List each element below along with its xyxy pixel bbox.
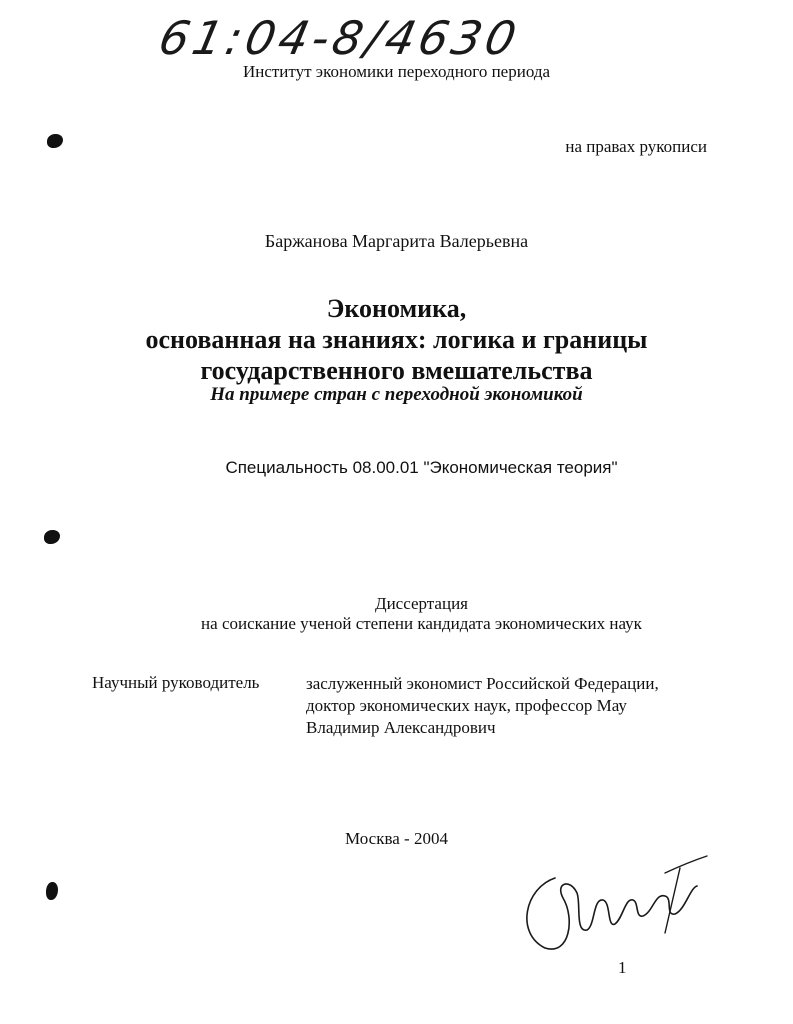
punch-hole-mark [46,882,58,900]
page-number: 1 [618,958,627,977]
supervisor-line-2: доктор экономических наук, профессор Мау [306,696,627,715]
title-line-2: основанная на знаниях: логика и границы [145,325,648,354]
dissertation-subtitle: На примере стран с переходной экономикой [210,384,583,405]
punch-hole-mark [44,530,60,544]
title-line-1: Экономика, [326,294,467,323]
city-year: Москва - 2004 [345,829,448,848]
supervisor-label: Научный руководитель [92,673,260,692]
degree-description: на соискание ученой степени кандидата экономических наук [201,614,642,633]
author-name: Баржанова Маргарита Валерьевна [264,231,529,251]
dissertation-title [0,293,793,386]
dissertation-label: Диссертация [374,594,468,613]
punch-hole-mark [47,134,63,148]
supervisor-line-3: Владимир Александрович [306,718,496,737]
archive-stamp-number: 61:04-8/4630 [154,11,525,65]
specialty-line: Специальность 08.00.01 "Экономическая теория" [225,458,618,477]
title-line-3: государственного вмешательства [200,356,593,385]
institute-name: Институт экономики переходного периода [242,62,551,81]
supervisor-details [306,673,659,739]
manuscript-rights-note: на правах рукописи [565,137,707,156]
handwritten-signature [515,838,715,958]
supervisor-line-1: заслуженный экономист Российской Федерации, [306,674,659,693]
